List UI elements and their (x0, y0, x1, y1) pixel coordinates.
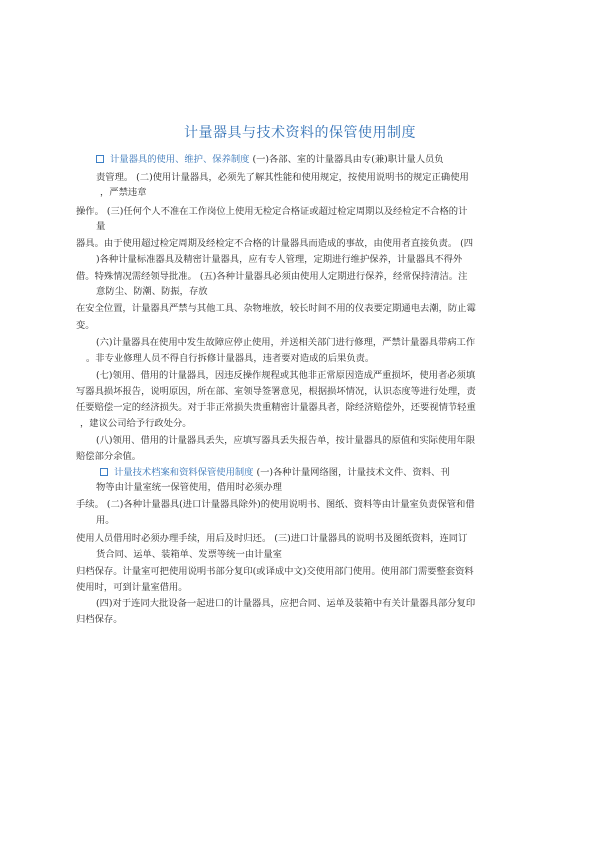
section1-heading: 计量器具的使用、维护、保养制度 (110, 154, 250, 165)
text-line: 归档保存。 (76, 614, 123, 625)
text-line: (七)领用、借用的计量器具，因违反操作规程或其他非正常原因造成严重损坏，使用者必须填 (96, 370, 476, 381)
checkbox-icon (96, 155, 104, 163)
text-line: (八)领用、借用的计量器具丢失，应填写器具丢失报告单，按计量器具的原值和实际使用年限 (96, 435, 476, 446)
section1-heading-line (96, 154, 444, 166)
text-line: 使用人员借用时必须办理手续，用后及时归还。 (三)进口计量器具的说明书及图纸资料，连同订 (76, 533, 468, 544)
text-line: (一)各部、室的计量器具由专(兼)职计量人员负 (252, 154, 444, 165)
text-line: 手续。 (二)各种计量器具(进口计量器具除外)的使用说明书、图纸、资料等由计量室负责保管和借 (76, 499, 475, 510)
text-line: 物等由计量室统一保管使用，借用时必须办理 (96, 482, 282, 493)
text-line: 。非专业修理人员不得自行拆修计量器具，违者要对造成的后果负责。 (86, 353, 375, 364)
text-line: 意防尘、防潮、防振，存放 (96, 286, 208, 297)
text-line: 器具。由于使用超过检定周期及经检定不合格的计量器具而造成的事故，由使用者直接负责。 (四 (76, 238, 474, 249)
checkbox-icon (100, 468, 108, 476)
text-line: 在安全位置，计量器具严禁与其他工具、杂物堆放，较长时间不用的仪表要定期通电去潮，防止霉 (76, 303, 476, 314)
text-line: ，建议公司给予行政处分。 (80, 418, 192, 429)
text-line: 货合同、运单、装箱单、发票等统一由计量室 (96, 549, 282, 560)
text-line: ，严禁违章 (100, 187, 147, 198)
text-line: 赔偿部分余值。 (76, 451, 142, 462)
text-line: 责管理。 (二)使用计量器具，必须先了解其性能和使用规定，按使用说明书的规定正确使用 (96, 172, 469, 183)
section2-heading-line (100, 467, 450, 479)
text-line: (一)各种计量网络图，计量技术文件、资料、刊 (256, 467, 450, 478)
text-line: 操作。 (三)任何个人不准在工作岗位上使用无检定合格证或超过检定周期以及经检定不合格的计 (76, 206, 468, 217)
section2-heading: 计量技术档案和资料保管使用制度 (114, 467, 254, 478)
text-line: 使用时，可到计量室借用。 (76, 582, 188, 593)
text-line: 写器具损坏报告，说明原因，所在部、室领导签署意见，根据损坏情况，认识态度等进行处理，责 (76, 386, 476, 397)
text-line: (六)计量器具在使用中发生故障应停止使用，并送相关部门进行修理，严禁计量器具带病工作 (96, 337, 476, 348)
text-line: 变。 (76, 320, 95, 331)
text-line: 借。特殊情况需经领导批准。 (五)各种计量器具必须由使用人定期进行保养，经常保持清洁。注 (76, 271, 468, 282)
text-line: )各种计量标准器具及精密计量器具，应有专人管理，定期进行维护保养，计量器具不得外 (96, 254, 463, 265)
text-line: 归档保存。计量室可把使用说明书部分复印(或译成中文)交使用部门使用。使用部门需要整套资料 (76, 566, 474, 577)
text-line: 用。 (96, 515, 115, 526)
text-line: (四)对于连同大批设备一起进口的计量器具，应把合同、运单及装箱中有关计量器具部分复印 (96, 598, 476, 609)
document-title: 计量器具与技术资料的保管使用制度 (184, 125, 416, 141)
text-line: 任要赔偿一定的经济损失。对于非正常损失贵重精密计量器具者，除经济赔偿外，还要视情节轻重 (76, 402, 476, 413)
text-line: 量 (96, 221, 106, 232)
